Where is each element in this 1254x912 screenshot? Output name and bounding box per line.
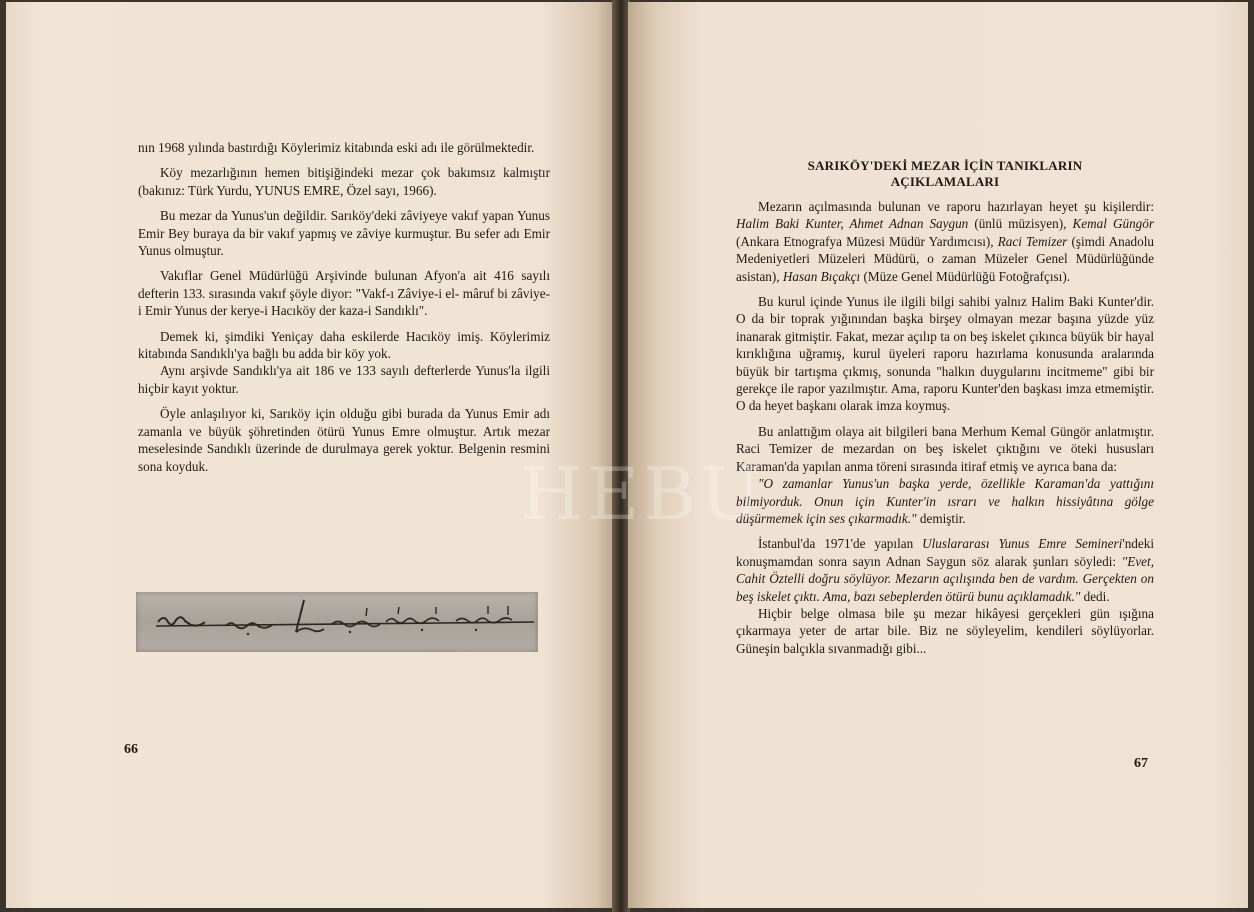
left-page-body [138, 139, 550, 483]
handwritten-script-illustration [136, 592, 538, 652]
paragraph [736, 198, 1154, 285]
paragraph [736, 475, 1154, 527]
text-run: (şimdi Anadolu Medeniyetleri Müzeleri Müdürü, o zaman Müzeler Genel Müdürlüğünde asistan), [736, 233, 1154, 284]
text-run: Mezarın açılmasında bulunan ve raporu hazırlayan heyet şu kişilerdir: [758, 199, 1154, 214]
right-page [628, 2, 1248, 908]
person-name: Halim Baki Kunter, Ahmet Adnan Saygun [736, 216, 969, 232]
event-name: Uluslararası Yunus Emre Semineri [922, 536, 1123, 552]
left-page [6, 2, 614, 908]
person-name: Raci Temizer [997, 233, 1068, 249]
text-run: dedi. [1080, 588, 1110, 604]
quote: "Evet, Cahit Öztelli doğru söylüyor. Mezarın açılışında ben de vardım. Gerçekten on beş iskelet çıktı. Ama, bazı sebeplerden ötürü bunu açıklamadık." [736, 553, 1154, 604]
heading-line-1: SARIKÖY'DEKİ MEZAR İÇİN TANIKLARIN [807, 158, 1083, 173]
text-run: 'ndeki konuşmamdan sonra sayın Adnan Saygun söz alarak şunları söyledi: [736, 536, 1154, 569]
page-number: 67 [1134, 756, 1148, 771]
paragraph: Bu kurul içinde Yunus ile ilgili bilgi sahibi yalnız Halim Baki Kunter'dir. O da bir toprak yığınından başka birşey olmayan mezar başına yüzde yüz inanarak gitmiştir. Fakat, mezar açılıp ta on beş iskelet çıkınca büyük bir hayal kırıklığına uğramış, kurul üyeleri raporu hazırlama konusunda aralarında büyük bir tartışma çıkmış, sonunda "halkın duygularını incitmeme" gibi bir gerekçe ile rapor yazılmıştır. Ama, raporu Kunter'den başkası imza etmemiştir. O da heyet başkanı olarak imza koymuş. [736, 294, 1154, 414]
text-run: demiştir. [916, 510, 966, 526]
chapter-heading [736, 158, 1154, 190]
paragraph: Bu anlattığım olaya ait bilgileri bana Merhum Kemal Güngör anlatmıştır. Raci Temizer de mezardan on beş iskelet çıktığını ve öteki hususları Karaman'da yapılan anma töreni sırasında itiraf etmiş ve ayrıca bana da: [736, 423, 1154, 474]
paragraph: Öyle anlaşılıyor ki, Sarıköy için olduğu gibi burada da Yunus Emir adı zamanla ve büyük şöhretinden ötürü Yunus Emre olmuştur. Artık mezar meselesinde Sandıklı üzerinde de durulmaya gerek yoktur. Belgenin resmini sona koyduk. [138, 406, 550, 474]
page-number: 66 [124, 742, 138, 757]
person-name: Kemal Güngör [1072, 216, 1154, 232]
text-run: (ünlü müzisyen), [968, 216, 1073, 232]
right-page-body [736, 158, 1154, 665]
watermark: HEBU [520, 452, 765, 536]
paragraph: Aynı arşivde Sandıklı'ya ait 186 ve 133 sayılı defterlerde Yunus'la ilgili hiçbir kayıt yoktur. [138, 363, 550, 396]
text-run: (Ankara Etnografya Müzesi Müdür Yardımcısı), [736, 233, 998, 249]
paragraph: Demek ki, şimdiki Yeniçay daha eskilerde Hacıköy imiş. Köylerimiz kitabında Sandıklı'ya bağlı bu adda bir köy yok. [138, 328, 550, 362]
paragraph [736, 535, 1154, 605]
text-run: İstanbul'da 1971'de yapılan [758, 536, 923, 552]
heading-line-2: AÇIKLAMALARI [890, 174, 1000, 189]
ottoman-document-image [136, 592, 538, 652]
text-run: (Müze Genel Müdürlüğü Fotoğrafçısı). [860, 268, 1071, 284]
person-name: Hasan Bıçakçı [782, 268, 861, 284]
paragraph: Bu mezar da Yunus'un değildir. Sarıköy'deki zâviyeye vakıf yapan Yunus Emir Bey buraya da bir vakıf yapmış ve zâviye kurmuştur. Bu sefer adı Emir Yunus olmuştur. [138, 208, 550, 259]
paragraph: Hiçbir belge olmasa bile şu mezar hikâyesi gerçekleri gün ışığına çıkarmaya yeter de artar bile. Biz ne söyleyelim, kendileri söylüyorlar. Güneşin balçıkla sıvanmadığı gibi... [736, 605, 1154, 656]
paragraph: Köy mezarlığının hemen bitişiğindeki mezar çok bakımsız kalmıştır (bakınız: Türk Yurdu, YUNUS EMRE, Özel sayı, 1966). [138, 165, 550, 198]
paragraph: Vakıflar Genel Müdürlüğü Arşivinde bulunan Afyon'a ait 416 sayılı defterin 133. sırasında vakıf şöyle diyor: "Vakf-ı Zâviye-i el- mâruf bi zâviye-i Emir Yunus der kerye-i Hacıköy der kaza-i Sandıklı". [138, 268, 550, 319]
paragraph: nın 1968 yılında bastırdığı Köylerimiz kitabında eski adı ile görülmektedir. [138, 140, 535, 155]
quote: "O zamanlar Yunus'un başka yerde, özellikle Karaman'da yattığını bilmiyorduk. Onun için Kunter'in ısrarı ve halkın hissiyâtına gölge düşürmemek için ses çıkarmadık." [736, 476, 1154, 526]
